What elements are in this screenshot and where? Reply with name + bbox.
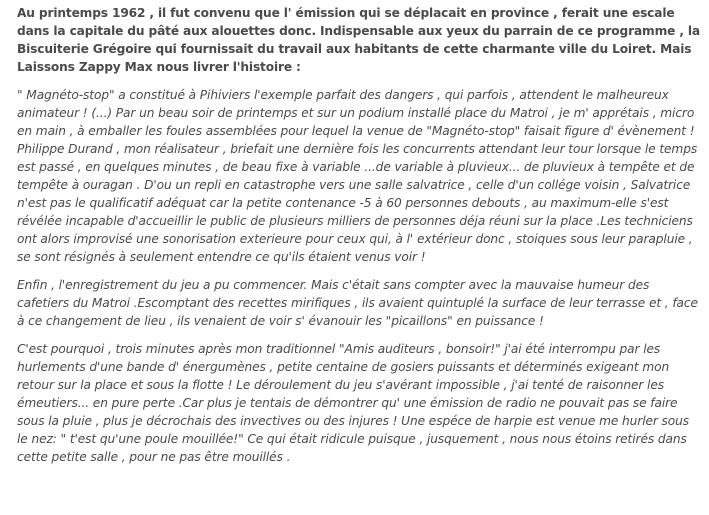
quote-paragraph-3: C'est pourquoi , trois minutes après mon traditionnel "Amis auditeurs , bonsoir!" j'ai été interrompu par les hurlements d'une bande d' énergumènes , petite centaine de gosiers puissants et déterminés exigeant mon retour sur la place et sous la flotte ! Le déroulement du jeu s'avérant impossible , j'ai tenté de raisonner les émeutiers... en pure perte .Car plus je tentais de démontrer qu' une émission de radio ne pouvait pas se faire sous la pluie , plus je décrochais des invectives ou des injures ! Une espéce de harpie est venue me hurler sous le nez: " t'est qu'une poule mouillée!" Ce qui était ridicule puisque , jusquement , nous nous étoins retirés dans cette petite salle , pour ne pas être mouillés . <box>17 342 690 464</box>
article-body <box>17 4 701 476</box>
quote-paragraph-1: " Magnéto-stop" a constitué à Pihiviers l'exemple parfait des dangers , qui parfois , attendent le malheureux animateur ! (...) Par un beau soir de printemps et sur un podium installé place du Matroi , je m' apprétais , micro en main , à emballer les foules assemblées pour lequel la venue de "Magnéto-stop" faisait figure d' évènement ! Philippe Durand , mon réalisateur , briefait une dernière fois les concurrents attendant leur tour lorsque le temps est passé , en quelques minutes , de beau fixe à variable ...de variable à pluvieux... de pluvieux à tempête et de tempête à ouragan . D'ou un repli en catastrophe vers une salle salvatrice , celle d'un collége voisin , Salvatrice n'est pas le qualificatif adéquat car la petite contenance -5 à 60 personnes debouts , au maximum-elle s'est révélée incapable d'accueillir le public de plusieurs milliers de personnes déja réuni sur la place .Les techniciens ont alors improvisé une sonorisation exterieure pour ceux qui, à l' extérieur donc , stoiques sous leur parapluie , se sont résignés à seulement entendre ce qu'ils étaient venus voir ! <box>17 88 698 264</box>
intro-paragraph: Au printemps 1962 , il fut convenu que l' émission qui se déplacait en province , ferait une escale dans la capitale du pâté aux alouettes donc. Indispensable aux yeux du parrain de ce programme , la Biscuiterie Grégoire qui fournissait du travail aux habitants de cette charmante ville du Loiret. Mais Laissons Zappy Max nous livrer l'histoire : <box>17 6 701 74</box>
quote-paragraph-2: Enfin , l'enregistrement du jeu a pu commencer. Mais c'était sans compter avec la mauvaise humeur des cafetiers du Matroi .Escomptant des recettes mirifiques , ils avaient quintuplé la surface de leur terrasse et , face à ce changement de lieu , ils venaient de voir s' évanouir les "picaillons" en puissance ! <box>17 278 698 328</box>
